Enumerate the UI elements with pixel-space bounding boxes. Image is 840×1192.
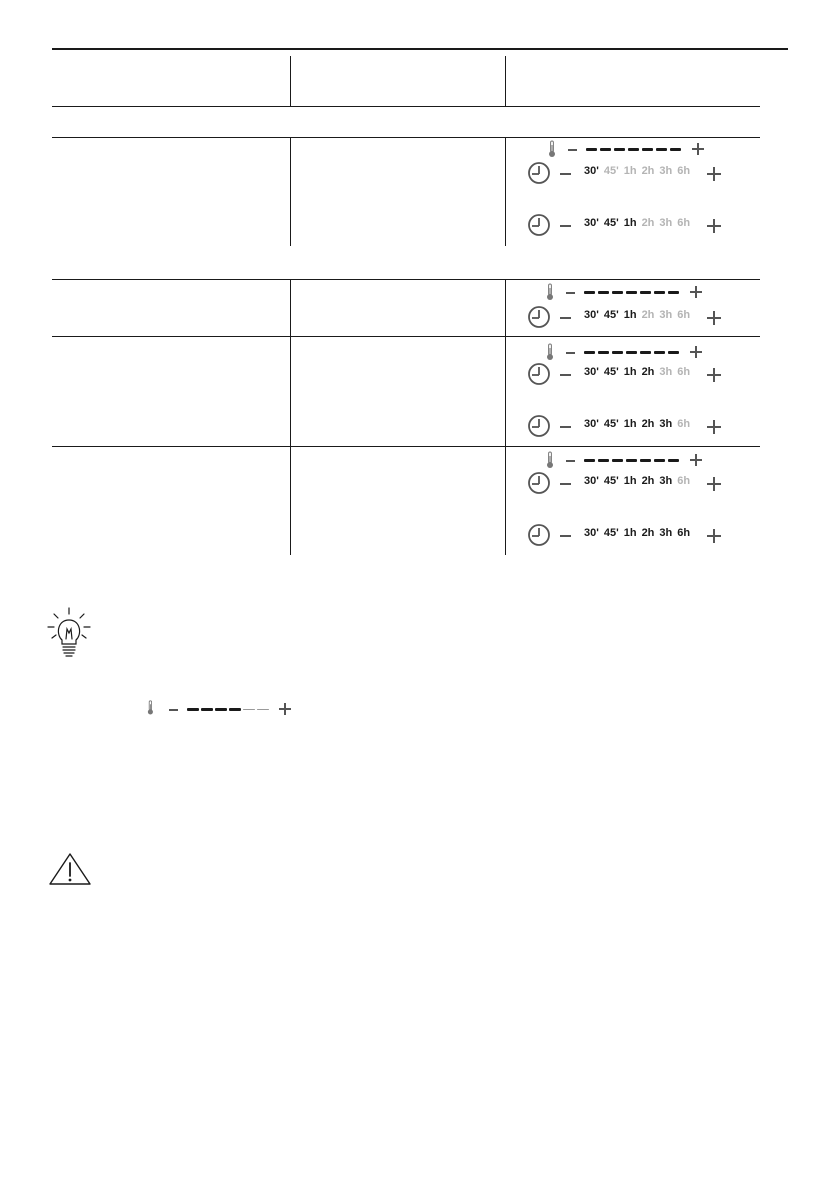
temperature-level-bar <box>584 459 682 463</box>
temperature-level-segment-active <box>614 148 625 151</box>
duration-options <box>584 366 695 378</box>
temperature-level-segment-active <box>626 459 637 462</box>
duration-option: 45' <box>603 309 619 321</box>
temperature-level-segment-active <box>612 459 623 462</box>
duration-option: 45' <box>603 475 619 487</box>
duration-option: 45' <box>603 366 619 378</box>
duration-plus-icon <box>707 167 721 181</box>
warning-triangle-icon <box>48 852 92 886</box>
duration-minus-icon <box>560 535 571 537</box>
temperature-level-segment-active <box>654 351 665 354</box>
duration-option: 6h <box>677 475 691 487</box>
duration-options <box>584 475 695 487</box>
clock-icon <box>527 305 551 329</box>
temperature-plus-icon <box>692 143 704 155</box>
temperature-level-segment-active <box>229 708 241 711</box>
duration-plus-icon <box>707 477 721 491</box>
table-rule <box>52 336 760 337</box>
temperature-level-segment-active <box>598 291 609 294</box>
table-rule <box>52 279 760 280</box>
duration-option: 6h <box>677 309 691 321</box>
duration-option: 6h <box>677 217 691 229</box>
duration-option: 1h <box>623 366 637 378</box>
duration-minus-icon <box>560 225 571 227</box>
duration-plus-icon <box>707 368 721 382</box>
duration-option: 30' <box>584 366 599 378</box>
table-rule <box>52 137 760 138</box>
temperature-level-segment-active <box>668 351 679 354</box>
table-rule <box>52 446 760 447</box>
duration-options <box>584 527 695 539</box>
duration-option: 2h <box>641 527 655 539</box>
temperature-level-segment-active <box>586 148 597 151</box>
temperature-level-segment-active <box>628 148 639 151</box>
duration-option: 45' <box>603 527 619 539</box>
duration-option: 3h <box>659 309 673 321</box>
duration-options <box>584 418 695 430</box>
duration-options <box>584 217 695 229</box>
temperature-level-segment-active <box>668 291 679 294</box>
duration-options <box>584 165 695 177</box>
clock-icon <box>527 523 551 547</box>
col-separator <box>505 447 506 555</box>
duration-option: 1h <box>623 165 637 177</box>
temperature-level-bar <box>187 708 271 712</box>
temperature-minus-icon <box>169 709 178 711</box>
duration-options <box>584 309 695 321</box>
temperature-level-segment-active <box>584 459 595 462</box>
temperature-level-segment-active <box>584 291 595 294</box>
temperature-level-segment-active <box>640 351 651 354</box>
duration-plus-icon <box>707 219 721 233</box>
col-separator <box>505 138 506 246</box>
temperature-level-segment-active <box>642 148 653 151</box>
temperature-plus-icon <box>690 454 702 466</box>
temperature-level-segment-active <box>656 148 667 151</box>
duration-minus-icon <box>560 374 571 376</box>
temperature-level-segment-active <box>201 708 213 711</box>
temperature-level-segment-active <box>668 459 679 462</box>
header-col-separator-1 <box>290 56 291 106</box>
clock-icon <box>527 471 551 495</box>
temperature-level-segment-active <box>612 351 623 354</box>
duration-option: 6h <box>677 165 691 177</box>
duration-option: 30' <box>584 527 599 539</box>
temperature-level-segment-inactive <box>257 709 269 710</box>
duration-option: 45' <box>603 217 619 229</box>
duration-option: 6h <box>677 527 691 539</box>
lightbulb-icon <box>46 607 92 659</box>
col-separator <box>290 280 291 446</box>
temperature-level-segment-active <box>626 351 637 354</box>
thermometer-icon <box>548 140 556 158</box>
duration-plus-icon <box>707 420 721 434</box>
temperature-level-bar <box>584 351 682 355</box>
duration-minus-icon <box>560 483 571 485</box>
temperature-plus-icon <box>690 346 702 358</box>
duration-option: 30' <box>584 418 599 430</box>
temperature-minus-icon <box>566 292 575 294</box>
temperature-level-segment-active <box>600 148 611 151</box>
temperature-level-segment-active <box>612 291 623 294</box>
duration-option: 2h <box>641 418 655 430</box>
temperature-level-segment-active <box>626 291 637 294</box>
duration-option: 3h <box>659 165 673 177</box>
temperature-level-segment-active <box>640 291 651 294</box>
temperature-level-segment-active <box>187 708 199 711</box>
temperature-level-bar <box>586 148 684 152</box>
temperature-level-segment-active <box>670 148 681 151</box>
duration-option: 30' <box>584 309 599 321</box>
clock-icon <box>527 362 551 386</box>
duration-option: 3h <box>659 366 673 378</box>
temperature-level-segment-active <box>584 351 595 354</box>
duration-option: 1h <box>623 217 637 229</box>
duration-option: 45' <box>603 165 619 177</box>
temperature-plus-icon <box>279 703 291 715</box>
temperature-minus-icon <box>568 149 577 151</box>
duration-option: 30' <box>584 475 599 487</box>
duration-plus-icon <box>707 529 721 543</box>
duration-option: 2h <box>641 366 655 378</box>
temperature-level-segment-active <box>215 708 227 711</box>
temperature-plus-icon <box>690 286 702 298</box>
duration-option: 30' <box>584 217 599 229</box>
duration-option: 3h <box>659 217 673 229</box>
temperature-level-segment-active <box>654 459 665 462</box>
thermometer-icon <box>147 700 154 715</box>
temperature-level-segment-active <box>654 291 665 294</box>
table-rule <box>52 106 760 107</box>
temperature-level-segment-active <box>640 459 651 462</box>
temperature-level-segment-active <box>598 351 609 354</box>
clock-icon <box>527 213 551 237</box>
duration-option: 2h <box>641 309 655 321</box>
temperature-minus-icon <box>566 352 575 354</box>
temperature-level-segment-inactive <box>243 709 255 710</box>
duration-option: 3h <box>659 527 673 539</box>
thermometer-icon <box>546 343 554 361</box>
clock-icon <box>527 414 551 438</box>
duration-minus-icon <box>560 317 571 319</box>
duration-option: 1h <box>623 475 637 487</box>
temperature-level-bar <box>584 291 682 295</box>
duration-option: 2h <box>641 165 655 177</box>
duration-minus-icon <box>560 173 571 175</box>
duration-option: 1h <box>623 418 637 430</box>
thermometer-icon <box>546 451 554 469</box>
page-top-rule <box>52 48 788 50</box>
duration-option: 3h <box>659 418 673 430</box>
duration-minus-icon <box>560 426 571 428</box>
duration-option: 1h <box>623 527 637 539</box>
duration-option: 2h <box>641 217 655 229</box>
temperature-minus-icon <box>566 460 575 462</box>
temperature-level-segment-active <box>598 459 609 462</box>
duration-option: 3h <box>659 475 673 487</box>
col-separator <box>505 280 506 446</box>
duration-option: 2h <box>641 475 655 487</box>
col-separator <box>290 447 291 555</box>
duration-option: 30' <box>584 165 599 177</box>
thermometer-icon <box>546 283 554 301</box>
duration-option: 6h <box>677 418 691 430</box>
duration-plus-icon <box>707 311 721 325</box>
duration-option: 45' <box>603 418 619 430</box>
col-separator <box>290 138 291 246</box>
duration-option: 6h <box>677 366 691 378</box>
clock-icon <box>527 161 551 185</box>
header-col-separator-2 <box>505 56 506 106</box>
duration-option: 1h <box>623 309 637 321</box>
